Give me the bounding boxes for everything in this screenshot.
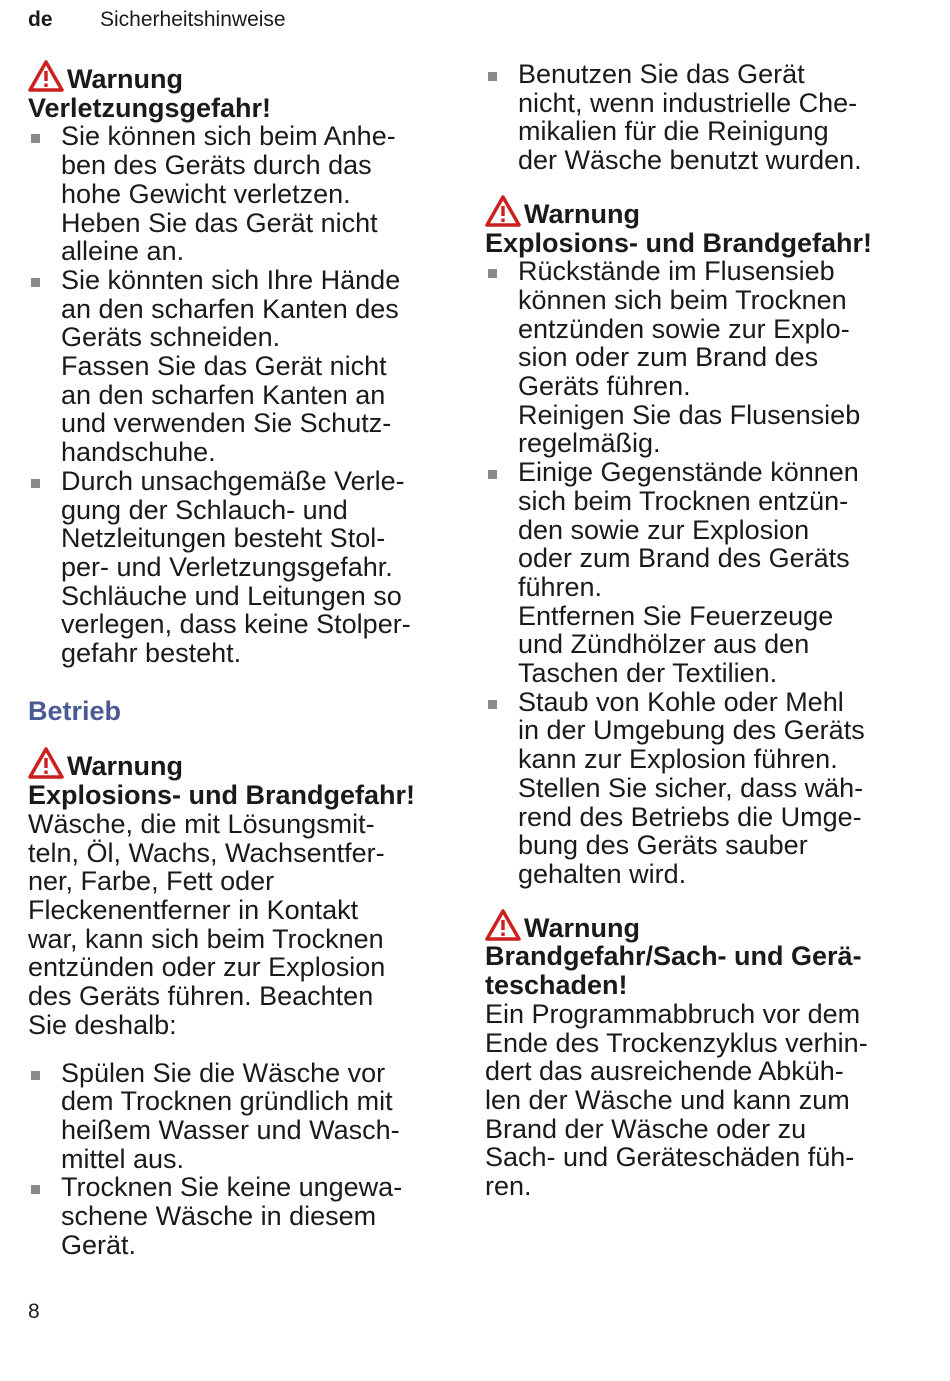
bullet-list (28, 122, 448, 667)
warning-heading (485, 909, 915, 943)
text-line: Trocknen Sie keine ungewa- (61, 1172, 403, 1203)
text-line: Einige Gegenstände können (518, 457, 859, 488)
bullet-square-icon (31, 1185, 40, 1194)
bullet-square-icon (488, 700, 497, 709)
text-line: Brandgefahr/Sach- und Gerä- (485, 941, 862, 972)
warning-explosion-fire (28, 747, 448, 1259)
list-item (28, 1173, 448, 1259)
text-line: sion oder zum Brand des (518, 342, 819, 373)
text-line: Heben Sie das Gerät nicht (61, 207, 378, 238)
list-item (485, 688, 915, 889)
text-line: entzünden oder zur Explosion (28, 952, 386, 983)
text-line: dert das ausreichende Abküh- (485, 1056, 844, 1087)
warning-label: Warnung (524, 912, 640, 943)
text-line: führen. (518, 571, 603, 602)
text-line: Ende des Trockenzyklus verhin- (485, 1027, 868, 1058)
text-line: Staub von Kohle oder Mehl (518, 686, 844, 717)
text-line: bung des Geräts sauber (518, 830, 808, 861)
text-line: können sich beim Trocknen (518, 284, 847, 315)
warning-label: Warnung (524, 198, 640, 229)
text-line: und verwenden Sie Schutz- (61, 408, 392, 439)
list-item (485, 60, 915, 175)
text-line: handschuhe. (61, 437, 216, 468)
text-line: Geräts schneiden. (61, 322, 281, 353)
text-line: Netzleitungen besteht Stol- (61, 523, 386, 554)
text-line: Rückstände im Flusensieb (518, 256, 835, 287)
text-line: kann zur Explosion führen. (518, 744, 838, 775)
list-item (28, 122, 448, 266)
warning-heading (28, 60, 448, 94)
text-line: len der Wäsche und kann zum (485, 1084, 850, 1115)
text-line: gehalten wird. (518, 858, 687, 889)
text-line: Sie könnten sich Ihre Hände (61, 264, 401, 295)
page-number: 8 (28, 1300, 40, 1323)
warning-heading (28, 747, 448, 781)
text-line: den sowie zur Explosion (518, 514, 810, 545)
bullet-square-icon (488, 470, 497, 479)
warning-triangle-icon (28, 60, 64, 92)
text-line: mittel aus. (61, 1143, 185, 1174)
text-line: Reinigen Sie das Flusensieb (518, 399, 861, 430)
text-line: hohe Gewicht verletzen. (61, 178, 351, 209)
text-line: Geräts führen. (518, 371, 691, 402)
text-line: Sach- und Geräteschäden füh- (485, 1142, 855, 1173)
text-line: Ein Programmabbruch vor dem (485, 998, 861, 1029)
text-line: teln, Öl, Wachs, Wachsentfer- (28, 837, 385, 868)
text-line: Sie können sich beim Anhe- (61, 121, 396, 152)
text-line: verlegen, dass keine Stolper- (61, 609, 411, 640)
text-line: Taschen der Textilien. (518, 658, 778, 689)
warning-paragraph (28, 810, 448, 1040)
text-line: alleine an. (61, 236, 185, 267)
text-line: Durch unsachgemäße Verle- (61, 465, 405, 496)
text-line: Schläuche und Leitungen so (61, 580, 402, 611)
text-line: regelmäßig. (518, 428, 661, 459)
text-line: gefahr besteht. (61, 638, 242, 669)
bullet-square-icon (488, 72, 497, 81)
text-line: gung der Schlauch- und (61, 494, 348, 525)
text-line: mikalien für die Reinigung (518, 116, 829, 147)
text-line: Sie deshalb: (28, 1009, 177, 1040)
list-item (28, 467, 448, 668)
header-section-title: Sicherheitshinweise (100, 8, 286, 31)
header-language: de (28, 8, 53, 31)
text-line: Stellen Sie sicher, dass wäh- (518, 772, 864, 803)
text-line: teschaden! (485, 970, 628, 1001)
bullet-list (485, 257, 915, 888)
text-line: Entfernen Sie Feuerzeuge (518, 600, 834, 631)
text-line: Fleckenentferner in Kontakt (28, 894, 359, 925)
warning-triangle-icon (28, 747, 64, 779)
text-line: Spülen Sie die Wäsche vor (61, 1057, 386, 1088)
warning-subtitle: Explosions- und Brandgefahr! (28, 780, 416, 811)
text-line: schene Wäsche in diesem (61, 1201, 377, 1232)
list-item (485, 257, 915, 458)
text-line: sich beim Trocknen entzün- (518, 485, 849, 516)
warning-fire-damage (485, 909, 915, 1201)
text-line: nicht, wenn industrielle Che- (518, 87, 858, 118)
warning-subtitle: Verletzungsgefahr! (28, 92, 272, 123)
text-line: in der Umgebung des Geräts (518, 715, 865, 746)
text-line: Gerät. (61, 1229, 137, 1260)
warning-paragraph (485, 1000, 915, 1201)
text-line: der Wäsche benutzt wurden. (518, 145, 862, 176)
text-line: dem Trocknen gründlich mit (61, 1086, 393, 1117)
bullet-list (485, 60, 915, 175)
text-line: des Geräts führen. Beachten (28, 981, 374, 1012)
text-line: und Zündhölzer aus den (518, 629, 810, 660)
warning-triangle-icon (485, 909, 521, 941)
list-item (485, 458, 915, 688)
bullet-square-icon (31, 278, 40, 287)
text-line: Wäsche, die mit Lösungsmit- (28, 808, 375, 839)
right-column (485, 60, 915, 1201)
warning-label: Warnung (67, 64, 183, 94)
section-heading-betrieb: Betrieb (28, 695, 122, 726)
warning-subtitle (485, 942, 915, 999)
warning-explosion-fire-2 (485, 195, 915, 889)
text-line: heißem Wasser und Wasch- (61, 1114, 400, 1145)
warning-label: Warnung (67, 751, 183, 782)
bullet-square-icon (31, 134, 40, 143)
text-line: Benutzen Sie das Gerät (518, 59, 805, 89)
text-line: ben des Geräts durch das (61, 150, 372, 181)
text-line: entzünden sowie zur Explo- (518, 313, 850, 344)
warning-heading (485, 195, 915, 229)
text-line: war, kann sich beim Trocknen (28, 923, 384, 954)
text-line: rend des Betriebs die Umge- (518, 801, 862, 832)
list-item (28, 1059, 448, 1174)
warning-subtitle: Explosions- und Brandgefahr! (485, 227, 873, 258)
bullet-square-icon (488, 269, 497, 278)
text-line: an den scharfen Kanten an (61, 379, 386, 410)
list-item (28, 266, 448, 467)
warning-triangle-icon (485, 195, 521, 227)
left-column (28, 60, 448, 1259)
warning-injury (28, 60, 448, 668)
bullet-square-icon (31, 1071, 40, 1080)
text-line: per- und Verletzungsgefahr. (61, 551, 393, 582)
text-line: ren. (485, 1171, 532, 1202)
bullet-list (28, 1059, 448, 1260)
text-line: ner, Farbe, Fett oder (28, 866, 275, 897)
text-line: oder zum Brand des Geräts (518, 543, 850, 574)
text-line: an den scharfen Kanten des (61, 293, 399, 324)
text-line: Fassen Sie das Gerät nicht (61, 351, 387, 382)
text-line: Brand der Wäsche oder zu (485, 1113, 807, 1144)
bullet-square-icon (31, 479, 40, 488)
